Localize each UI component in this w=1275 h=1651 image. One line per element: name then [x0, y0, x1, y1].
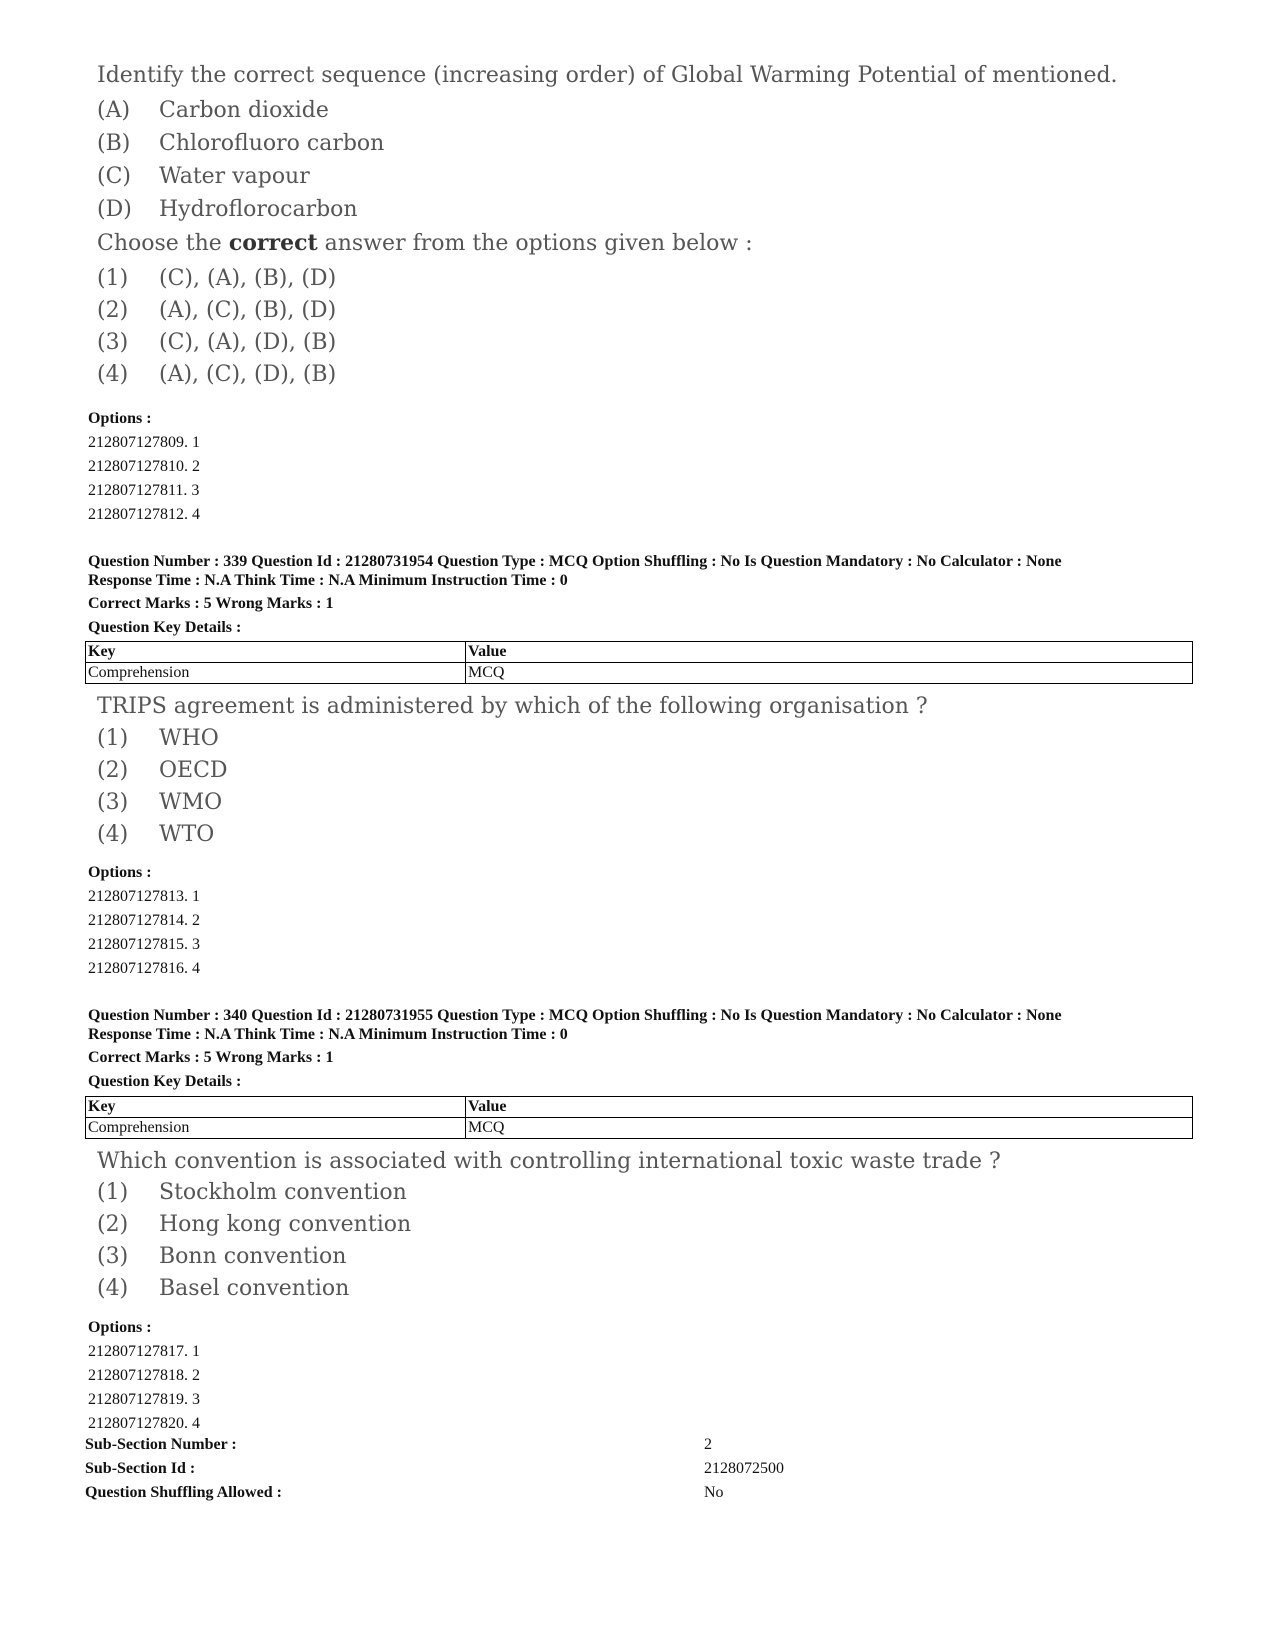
q339-question-block [97, 692, 928, 851]
q339-key-heading: Question Key Details : [88, 618, 242, 636]
value-header: Value [466, 642, 1193, 663]
q338-item-label: (A) [97, 98, 131, 123]
q338-choice-text: (A), (C), (D), (B) [159, 362, 337, 387]
q339-meta-line2: Response Time : N.A Think Time : N.A Minimum Instruction Time : 0 [88, 571, 568, 589]
q340-choice-label: (1) [97, 1180, 129, 1205]
key-header: Key [86, 642, 466, 663]
q339-choice [97, 723, 928, 755]
q340-choice [97, 1241, 1001, 1273]
q340-choice-text: Stockholm convention [159, 1180, 407, 1205]
q339-choice-text: OECD [159, 758, 228, 783]
q338-options [88, 407, 200, 527]
key-header: Key [86, 1097, 466, 1118]
q340-choice-label: (2) [97, 1212, 129, 1237]
q339-choice-label: (1) [97, 726, 129, 751]
q338-choice-text: (C), (A), (B), (D) [159, 266, 337, 291]
q338-choice-text: (C), (A), (D), (B) [159, 330, 337, 355]
q339-choice [97, 819, 928, 851]
q338-choice-label: (1) [97, 266, 129, 291]
q338-item [97, 127, 1118, 160]
subsection-key: Sub-Section Number : [85, 1436, 237, 1453]
q340-choice-label: (4) [97, 1276, 129, 1301]
q339-marks: Correct Marks : 5 Wrong Marks : 1 [88, 595, 334, 612]
q338-item-text: Water vapour [159, 164, 310, 189]
q338-choice [97, 359, 1118, 391]
option-item: 212807127818. 2 [88, 1367, 200, 1384]
q340-choice-text: Hong kong convention [159, 1212, 412, 1237]
subsection-value: No [704, 1484, 724, 1501]
q338-instruction [97, 228, 1118, 259]
subsection-value: 2 [704, 1436, 712, 1453]
q338-item-text: Carbon dioxide [159, 98, 329, 123]
q340-meta [88, 1007, 1062, 1091]
q340-choice-label: (3) [97, 1244, 129, 1269]
option-item: 212807127813. 1 [88, 888, 200, 905]
table-header-row [86, 642, 1193, 663]
option-item: 212807127815. 3 [88, 936, 200, 953]
q339-key-table [85, 641, 1193, 684]
q338-item-label: (C) [97, 164, 131, 189]
options-heading: Options : [88, 410, 152, 427]
q338-choice-text: (A), (C), (B), (D) [159, 298, 337, 323]
q338-choice-label: (2) [97, 298, 129, 323]
q340-question-block [97, 1147, 1001, 1305]
q338-item [97, 160, 1118, 193]
q339-stem: TRIPS agreement is administered by which of the following organisation ? [97, 694, 928, 719]
q338-item-label: (D) [97, 197, 132, 222]
table-header-row [86, 1097, 1193, 1118]
q339-choice [97, 755, 928, 787]
table-row [86, 663, 1193, 684]
q338-choice [97, 263, 1118, 295]
q338-item [97, 94, 1118, 127]
subsection-key: Question Shuffling Allowed : [85, 1484, 282, 1501]
option-item: 212807127820. 4 [88, 1415, 200, 1432]
q338-choice-label: (4) [97, 362, 129, 387]
q340-meta-line1: Question Number : 340 Question Id : 21280731955 Question Type : MCQ Option Shuffling : No Is Question Mandatory : No Calculator : None [88, 1007, 1062, 1024]
q340-choice [97, 1209, 1001, 1241]
q340-choice [97, 1177, 1001, 1209]
subsection-row [85, 1481, 784, 1505]
q340-choice-text: Basel convention [159, 1276, 350, 1301]
q339-options [88, 861, 200, 981]
subsection-value: 2128072500 [704, 1460, 784, 1477]
q340-key-heading: Question Key Details : [88, 1072, 242, 1090]
q338-item [97, 193, 1118, 226]
q339-choice-label: (3) [97, 790, 129, 815]
value-cell: MCQ [466, 663, 1193, 684]
q338-item-text: Hydroflorocarbon [159, 197, 358, 222]
q338-instruction-bold: correct [228, 230, 318, 256]
subsection-info [85, 1433, 784, 1505]
q340-key-table-wrap [85, 1096, 1193, 1139]
q338-stem: Identify the correct sequence (increasing order) of Global Warming Potential of mentioned. [97, 63, 1118, 88]
option-item: 212807127814. 2 [88, 912, 200, 929]
q339-choice-text: WHO [159, 726, 219, 751]
q339-meta [88, 553, 1062, 637]
q339-key-table-wrap [85, 641, 1193, 684]
q338-choice [97, 295, 1118, 327]
q338-choice-label: (3) [97, 330, 129, 355]
q340-meta-line2: Response Time : N.A Think Time : N.A Minimum Instruction Time : 0 [88, 1025, 568, 1043]
q340-options [88, 1316, 200, 1436]
option-item: 212807127819. 3 [88, 1391, 200, 1408]
q340-marks: Correct Marks : 5 Wrong Marks : 1 [88, 1049, 334, 1066]
option-item: 212807127816. 4 [88, 960, 200, 977]
q339-choice-text: WTO [159, 822, 215, 847]
q338-item-text: Chlorofluoro carbon [159, 131, 385, 156]
q339-choice-label: (4) [97, 822, 129, 847]
option-item: 212807127809. 1 [88, 434, 200, 451]
key-cell: Comprehension [86, 1118, 466, 1139]
q340-key-table [85, 1096, 1193, 1139]
q339-choice-text: WMO [159, 790, 223, 815]
q338-instruction-post: answer from the options given below : [324, 231, 753, 256]
key-cell: Comprehension [86, 663, 466, 684]
value-header: Value [466, 1097, 1193, 1118]
value-cell: MCQ [466, 1118, 1193, 1139]
q338-item-label: (B) [97, 131, 131, 156]
q340-stem: Which convention is associated with controlling international toxic waste trade ? [97, 1149, 1001, 1174]
q338-choice [97, 327, 1118, 359]
q338-instruction-pre: Choose the [97, 231, 222, 256]
q340-choice-text: Bonn convention [159, 1244, 347, 1269]
q339-meta-line1: Question Number : 339 Question Id : 21280731954 Question Type : MCQ Option Shuffling : No Is Question Mandatory : No Calculator : None [88, 553, 1062, 570]
q338-question-block [97, 61, 1118, 391]
q339-choice [97, 787, 928, 819]
option-item: 212807127811. 3 [88, 482, 200, 499]
q340-choice [97, 1273, 1001, 1305]
option-item: 212807127810. 2 [88, 458, 200, 475]
option-item: 212807127812. 4 [88, 506, 200, 523]
subsection-row [85, 1457, 784, 1481]
option-item: 212807127817. 1 [88, 1343, 200, 1360]
options-heading: Options : [88, 864, 152, 881]
options-heading: Options : [88, 1319, 152, 1336]
table-row [86, 1118, 1193, 1139]
subsection-key: Sub-Section Id : [85, 1460, 196, 1477]
subsection-row [85, 1433, 784, 1457]
q339-choice-label: (2) [97, 758, 129, 783]
